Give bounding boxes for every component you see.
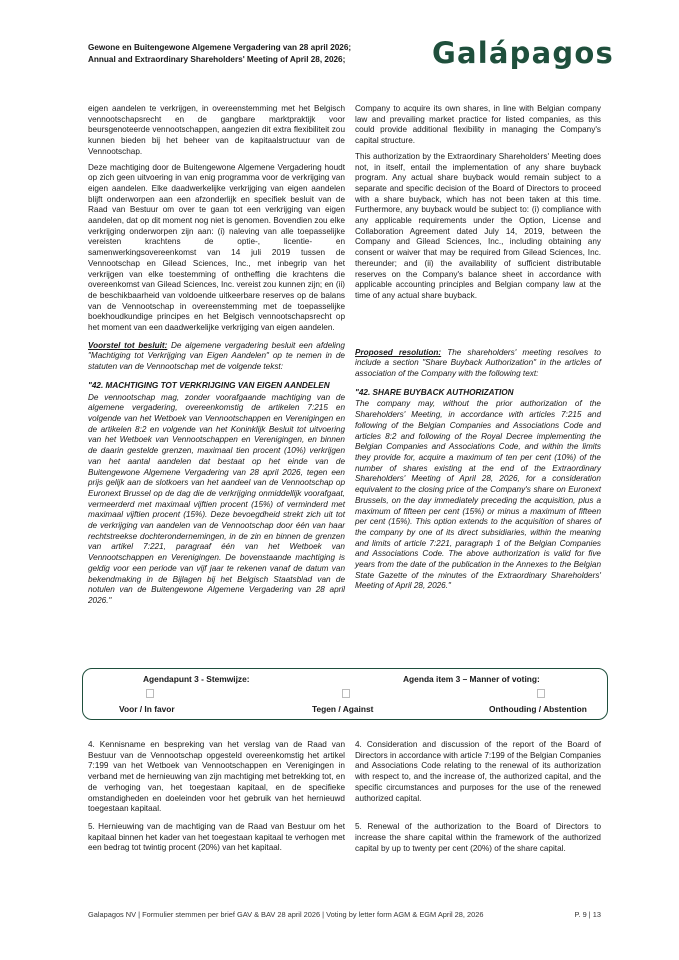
logo-text: Galápagos: [432, 36, 614, 70]
checkbox-against[interactable]: [342, 689, 350, 698]
right-paragraph-1: Company to acquire its own shares, in line with Belgian company law and prevailing market practice for listed companies, as this could provide additional flexibility in managing the Company's capital structure.: [355, 104, 601, 146]
right-paragraph-2: This authorization by the Extraordinary Shareholders' Meeting does not, in itself, entail the implementation of any share buyback program. Any actual share buyback would remain subject to a separate and specific decision of the Board of Directors to proceed with a share buyback, which has not been taken at this time. Furthermore, any buyback would be subject to: (i) compliance with any applicable requirements under the Option, License and Collaboration Agreement dated July 14, 2019, between the Company and Gilead Sciences, Inc., including obtaining any consent or waiver that may be required from Gilead Sciences, Inc. thereunder; and (ii) the availability of sufficient distributable reserves on the Company's balance sheet in accordance with applicable accounting principles and Belgian company law at the time of any actual share buyback.: [355, 151, 601, 300]
vote-heading-en: Agenda item 3 – Manner of voting:: [403, 674, 540, 684]
checkbox-in-favor[interactable]: [146, 689, 154, 698]
nl-agenda-item-4: 4. Kennisname en bespreking van het verslag van de Raad van Bestuur van de Vennootschap opgesteld overeenkomstig het artikel 7:199 van het Wetboek van Vennootschappen en Verenigingen in verband met de hernieuwing van zijn machtiging met betrekking tot, en de verhoging van, het toegestaan kapitaal, en de specifieke omstandigheden en doeleinden voor het gebruik van het hernieuwd toegestaan kapitaal.: [88, 740, 345, 814]
left-column: [88, 104, 345, 612]
voting-box: [82, 668, 608, 720]
bottom-right-column: [355, 740, 601, 861]
nl-agenda-item-5: 5. Hernieuwing van de machtiging van de Raad van Bestuur om het kapitaal binnen het kader van het toegestaan kapitaal te verhogen met een bedrag tot twintig procent (20%) van het kapitaal.: [88, 821, 345, 853]
page-footer: [88, 910, 601, 919]
header-title-nl: Gewone en Buitengewone Algemene Vergadering van 28 april 2026;: [88, 43, 352, 52]
left-proposal-text: De algemene vergadering besluit een afdeling "Machtiging tot Verkrijging van Eigen Aandelen" op te nemen in de statuten van de Vennootschap met de volgende tekst:: [88, 340, 345, 372]
left-paragraph-2: Deze machtiging door de Buitengewone Algemene Vergadering houdt op zich geen uitvoering in van enig programma voor de verkrijging van eigen aandelen. Elke daadwerkelijke verkrijging van eigen aandelen blijft onderworpen aan een afzonderlijk en specifiek besluit van de Raad van Bestuur om over te gaan tot een verkrijging van eigen aandelen, dat op dit moment nog niet is genomen. Bovendien zou elke verkrijging onderworpen zijn aan: (i) naleving van alle toepasselijke vereisten krachtens de optie-, licentie- en samenwerkingsovereenkomst van 14 juli 2019 tussen de Vennootschap en Gilead Sciences, Inc., met inbegrip van het verkrijgen van elke toestemming of ontheffing die krachtens die overeenkomst van Gilead Sciences, Inc. vereist zou kunnen zijn; en (ii) de beschikbaarheid van voldoende uitkeerbare reserves op de balans van de Vennootschap in overeenstemming met de toepasselijke boekhoudkundige principes en het Belgisch vennootschapsrecht op het moment van een daadwerkelijke verkrijging van eigen aandelen.: [88, 162, 345, 333]
en-agenda-item-5: 5. Renewal of the authorization to the Board of Directors to increase the share capital within the framework of the authorized capital by up to twenty per cent (20%) of the share capital.: [355, 822, 601, 853]
header-title-en: Annual and Extraordinary Shareholders' Meeting of April 28, 2026;: [88, 55, 346, 64]
page-number: P. 9 | 13: [574, 910, 601, 919]
right-article-title: "42. SHARE BUYBACK AUTHORIZATION: [355, 387, 514, 397]
left-proposal-label: Voorstel tot besluit:: [88, 340, 168, 350]
en-agenda-item-4: 4. Consideration and discussion of the report of the Board of Directors in accordance with article 7:199 of the Belgian Companies and Associations Code relating to the renewal of its authorization with respect to, and the increase of, the authorized capital, and the specific circumstances and purposes for the use of the renewed authorized capital.: [355, 740, 601, 803]
right-column: [355, 104, 601, 597]
right-article-text: The company may, without the prior authorization of the Shareholders' Meeting, in accordance with articles 7:215 and following of the Belgian Companies and Associations Code and articles 8:2 and following of the Royal Decree implementing the Belgian Companies and Associations Code, and within the limits they provide for, acquire a maximum of ten per cent (10%) of the number of shares existing at the end of the Extraordinary Shareholders' Meeting of April 28, 2026, for a consideration equivalent to the closing price of the Company's share on Euronext Brussels, on the day immediately preceding the acquisition, plus a maximum of fifteen per cent (15%) or minus a maximum of fifteen per cent (15%). This option extends to the acquisition of shares of the company by one of its direct subsidiaries, within the meaning and limits of article 7:221, paragraph 1 of the Belgian Companies and Associations Code. The above authorization is valid for five years from the date of the publication in the Annexes to the Belgian State Gazette of the minutes of the Extraordinary Shareholders' Meeting of April 28, 2026.": [355, 399, 601, 591]
left-article-title: "42. MACHTIGING TOT VERKRIJGING VAN EIGEN AANDELEN: [88, 380, 330, 390]
option-abstention-label: Onthouding / Abstention: [489, 704, 587, 714]
option-in-favor-label: Voor / In favor: [119, 704, 175, 714]
checkbox-abstention[interactable]: [537, 689, 545, 698]
right-proposal-text: The shareholders' meeting resolves to include a section "Share Buyback Authorization" in the articles of association of the Company with the following text:: [355, 347, 601, 379]
right-proposal-label: Proposed resolution:: [355, 347, 442, 357]
left-paragraph-1: eigen aandelen te verkrijgen, in overeenstemming met het Belgisch vennootschapsrecht en de gangbare marktpraktijk voor beursgenoteerde vennootschappen, aangezien dit extra flexibiliteit zou kunnen bieden bij het beheer van de kapitaalstructuur van de Vennootschap.: [88, 104, 345, 156]
right-proposal: [355, 348, 601, 380]
bottom-left-column: [88, 740, 345, 861]
left-article-text: De vennootschap mag, zonder voorafgaande machtiging van de algemene vergadering, overeenkomstig de artikelen 7:215 en volgende van het Wetboek van Vennootschappen en Verenigingen en de artikelen 8:2 en volgende van het Koninklijk Besluit tot uitvoering van het Wetboek van Vennootschappen en Verenigingen, en binnen de daarin gestelde grenzen, maximaal tien procent (10%) verkrijgen van het aantal aandelen dat bestaat op het einde van de Buitengewone Algemene Vergadering van 28 april 2026, tegen een prijs gelijk aan de slotkoers van het aandeel van de Vennootschap op Euronext Brussel op de dag die de verkrijging onmiddellijk voorafgaat, vermeerderd met maximaal vijftien procent (15%) of verminderd met maximaal vijftien procent (15%). Deze bevoegdheid strekt zich uit tot de verkrijging van aandelen van de Vennootschap door één van haar rechtstreekse dochterondernemingen, in de zin en binnen de grenzen van artikel 7:221, paragraaf één van het Wetboek van Vennootschappen en Verenigingen. De bovenstaande machtiging is geldig voor een periode van vijf jaar te rekenen vanaf de datum van bekendmaking in de Bijlagen bij het Belgisch Staatsblad van de notulen van de Buitengewone Algemene Vergadering van 28 april 2026.": [88, 392, 345, 605]
option-against-label: Tegen / Against: [312, 704, 374, 714]
document-header: [88, 42, 408, 66]
galapagos-logo: [432, 36, 614, 70]
vote-heading-nl: Agendapunt 3 - Stemwijze:: [143, 674, 250, 684]
footer-text: Galapagos NV | Formulier stemmen per brief GAV & BAV 28 april 2026 | Voting by letter form AGM & EGM April 28, 2026: [88, 910, 484, 919]
left-proposal: [88, 341, 345, 373]
